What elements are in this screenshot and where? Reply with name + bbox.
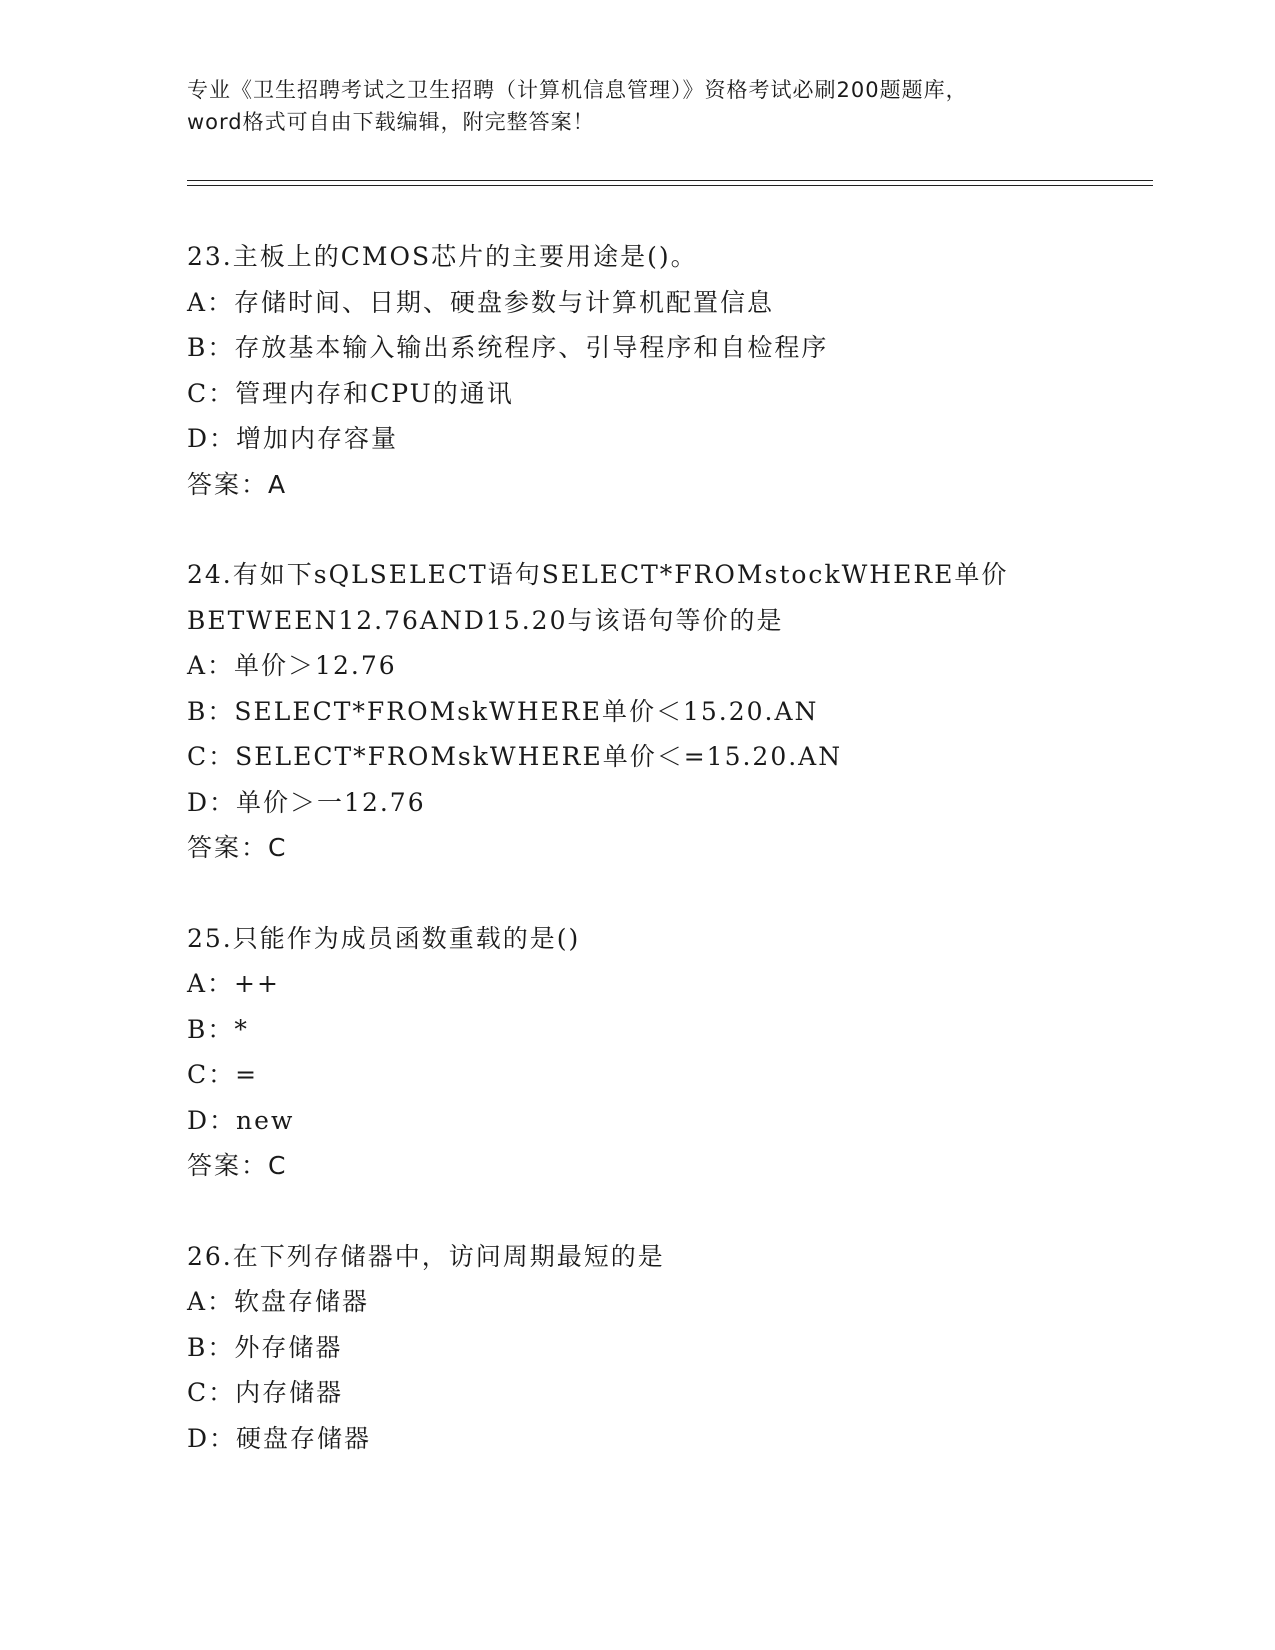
option-d: D：增加内存容量 xyxy=(187,424,399,453)
option-a: A：单价＞12.76 xyxy=(187,651,397,680)
option-d: D：硬盘存储器 xyxy=(187,1423,372,1453)
option-d: D：单价＞一12.76 xyxy=(187,787,426,817)
answer-label: 答案：C xyxy=(187,1151,288,1180)
header-divider-bottom xyxy=(187,185,1153,186)
header-line-2: word格式可自由下载编辑，附完整答案！ xyxy=(187,110,595,134)
question-stem: 26.在下列存储器中，访问周期最短的是 xyxy=(187,1241,665,1271)
question-25 xyxy=(187,916,1147,1189)
question-list xyxy=(187,234,1147,1506)
header-line-1: 专业《卫生招聘考试之卫生招聘（计算机信息管理）》资格考试必刷200题题库， xyxy=(187,78,968,102)
option-b: B：外存储器 xyxy=(187,1332,343,1362)
option-a: A：软盘存储器 xyxy=(187,1287,370,1316)
option-a: A：存储时间、日期、硬盘参数与计算机配置信息 xyxy=(187,287,775,317)
question-26 xyxy=(187,1234,1147,1462)
header-divider-top xyxy=(187,180,1153,181)
option-a: A：++ xyxy=(187,969,280,998)
option-c: C：管理内存和CPU的通讯 xyxy=(187,378,514,408)
option-c: C：= xyxy=(187,1060,259,1089)
question-stem: 23.主板上的CMOS芯片的主要用途是()。 xyxy=(187,242,698,271)
option-c: C：SELECT*FROMskWHERE单价＜=15.20.AN xyxy=(187,742,843,771)
question-24 xyxy=(187,552,1147,871)
answer-label: 答案：C xyxy=(187,833,288,862)
option-d: D：new xyxy=(187,1105,295,1135)
option-c: C：内存储器 xyxy=(187,1378,344,1407)
question-23 xyxy=(187,234,1147,507)
answer-label: 答案：A xyxy=(187,469,288,499)
question-stem-continued: BETWEEN12.76AND15.20与该语句等价的是 xyxy=(187,605,784,635)
option-b: B：* xyxy=(187,1014,249,1044)
question-stem: 25.只能作为成员函数重载的是() xyxy=(187,923,581,953)
option-b: B：SELECT*FROMskWHERE单价＜15.20.AN xyxy=(187,696,819,726)
option-b: B：存放基本输入输出系统程序、引导程序和自检程序 xyxy=(187,333,829,362)
document-header xyxy=(187,74,1087,138)
question-stem: 24.有如下sQLSELECT语句SELECT*FROMstockWHERE单价 xyxy=(187,560,1009,589)
